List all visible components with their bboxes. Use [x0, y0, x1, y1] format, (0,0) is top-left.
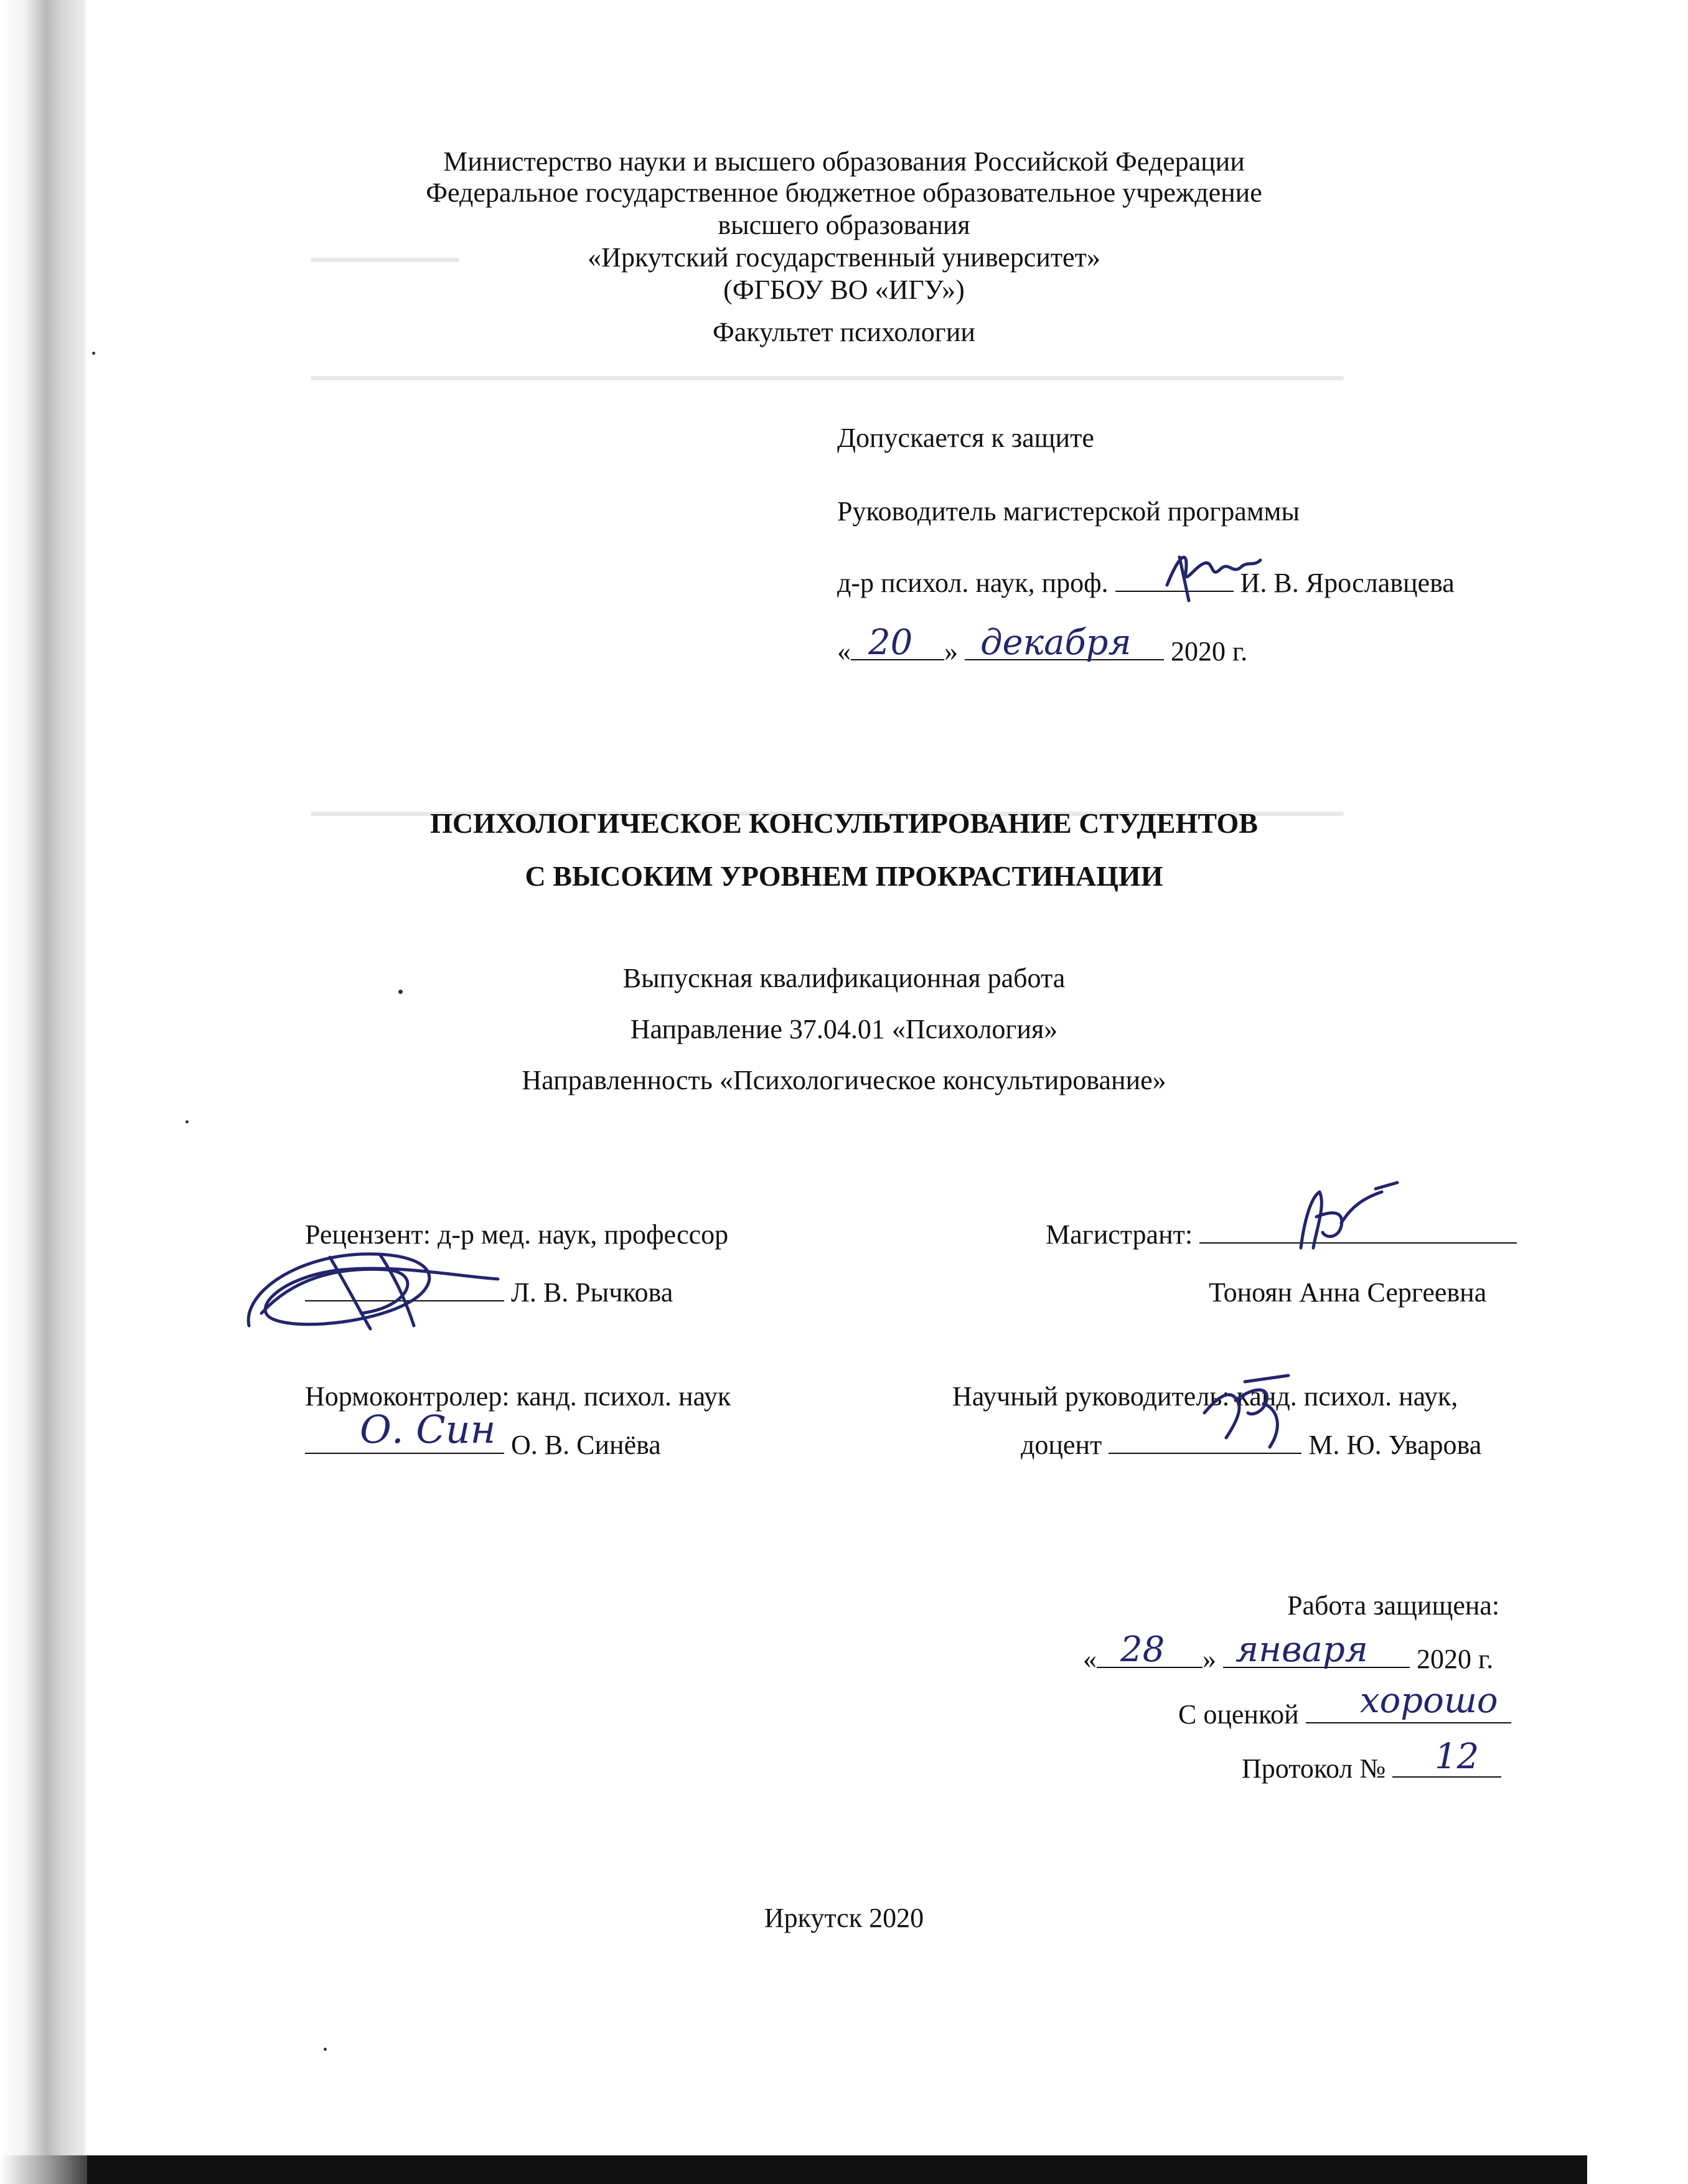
- defense-day-handwritten: 28: [1120, 1629, 1165, 1670]
- supervisor-sign-line: [1021, 1432, 1481, 1459]
- reviewer-label: Рецензент: д-р мед. наук, профессор: [305, 1219, 729, 1250]
- scan-speck: [324, 2048, 327, 2051]
- student-label: Магистрант:: [1046, 1219, 1193, 1250]
- scan-speck: [92, 352, 95, 355]
- defense-close-quote: »: [1203, 1644, 1216, 1674]
- bleed-through-3: ▁▁▁▁▁▁▁▁▁▁▁▁▁▁▁▁▁▁▁▁▁▁▁▁▁▁▁▁▁▁▁▁▁▁▁▁▁▁▁▁▁▁▁▁▁▁▁▁▁: [311, 785, 1344, 815]
- bleed-through-1: ▁▁▁▁▁▁▁: [311, 231, 459, 261]
- normcontrol-name: О. В. Синёва: [511, 1430, 661, 1460]
- scan-bottom-left-shadow: [0, 2155, 100, 2184]
- program-head-signature-blank: [1115, 569, 1234, 592]
- defense-year: 2020 г.: [1417, 1644, 1494, 1674]
- scan-speck: [185, 1120, 189, 1123]
- university-abbr: (ФГБОУ ВО «ИГУ»): [723, 274, 965, 305]
- protocol-label: Протокол №: [1242, 1753, 1386, 1784]
- program-head-role: Руководитель магистерской программы: [837, 496, 1300, 527]
- supervisor-label: Научный руководитель: канд. психол. наук,: [952, 1381, 1458, 1412]
- institution-type-line: Федеральное государственное бюджетное образовательное учреждение: [426, 177, 1262, 208]
- institution-level-line: высшего образования: [718, 210, 970, 240]
- supervisor-prefix: доцент: [1021, 1430, 1102, 1460]
- thesis-title-line-2: С ВЫСОКИМ УРОВНЕМ ПРОКРАСТИНАЦИИ: [525, 860, 1163, 892]
- protocol-handwritten: 12: [1435, 1736, 1479, 1777]
- approval-month-handwritten: декабря: [980, 622, 1132, 663]
- supervisor-signature-blank: [1109, 1432, 1301, 1454]
- admit-to-defense: Допускается к защите: [837, 423, 1094, 453]
- ministry-line: Министерство науки и высшего образования Российской Федерации: [443, 146, 1245, 177]
- faculty-name: Факультет психологии: [713, 317, 975, 347]
- program-head-degree: д-р психол. наук, проф.: [837, 568, 1109, 598]
- supervisor-name: М. Ю. Уварова: [1308, 1430, 1482, 1460]
- study-profile: Направленность «Психологическое консультирование»: [522, 1065, 1166, 1095]
- bleed-through-2: ▁▁▁▁▁▁▁▁▁▁▁▁▁▁▁▁▁▁▁▁▁▁▁▁▁▁▁▁▁▁▁▁▁▁▁▁▁▁▁▁▁▁▁▁▁▁▁▁▁: [311, 349, 1344, 380]
- university-name: «Иркутский государственный университет»: [588, 242, 1100, 273]
- student-signature-blank: [1199, 1221, 1517, 1244]
- student-name: Тоноян Анна Сергеевна: [1209, 1277, 1487, 1308]
- city-year: Иркутск 2020: [764, 1903, 924, 1933]
- defense-label: Работа защищена:: [1287, 1590, 1500, 1621]
- normcontrol-signature: О. Син: [360, 1407, 496, 1452]
- normcontrol-label: Нормоконтролер: канд. психол. наук: [305, 1381, 731, 1412]
- work-type: Выпускная квалификационная работа: [622, 963, 1066, 993]
- reviewer-sign-line: [305, 1279, 673, 1306]
- defense-month-handwritten: января: [1236, 1629, 1368, 1670]
- scan-bottom-edge: [87, 2155, 1587, 2184]
- defense-open-quote: «: [1083, 1644, 1097, 1674]
- program-head-name: И. В. Ярославцева: [1240, 568, 1455, 598]
- approval-open-quote: «: [837, 636, 851, 667]
- program-head-line: [837, 569, 1455, 597]
- reviewer-signature-blank: [305, 1279, 504, 1301]
- thesis-title-line-1: ПСИХОЛОГИЧЕСКОЕ КОНСУЛЬТИРОВАНИЕ СТУДЕНТОВ: [430, 807, 1258, 839]
- grade-label: С оценкой: [1178, 1699, 1299, 1730]
- grade-handwritten: хорошо: [1360, 1680, 1498, 1721]
- study-direction: Направление 37.04.01 «Психология»: [630, 1014, 1058, 1044]
- student-sign-line: [1046, 1221, 1517, 1249]
- approval-day-handwritten: 20: [868, 622, 913, 663]
- approval-close-quote: »: [944, 636, 958, 667]
- reviewer-name: Л. В. Рычкова: [511, 1277, 673, 1308]
- approval-year: 2020 г.: [1171, 636, 1248, 667]
